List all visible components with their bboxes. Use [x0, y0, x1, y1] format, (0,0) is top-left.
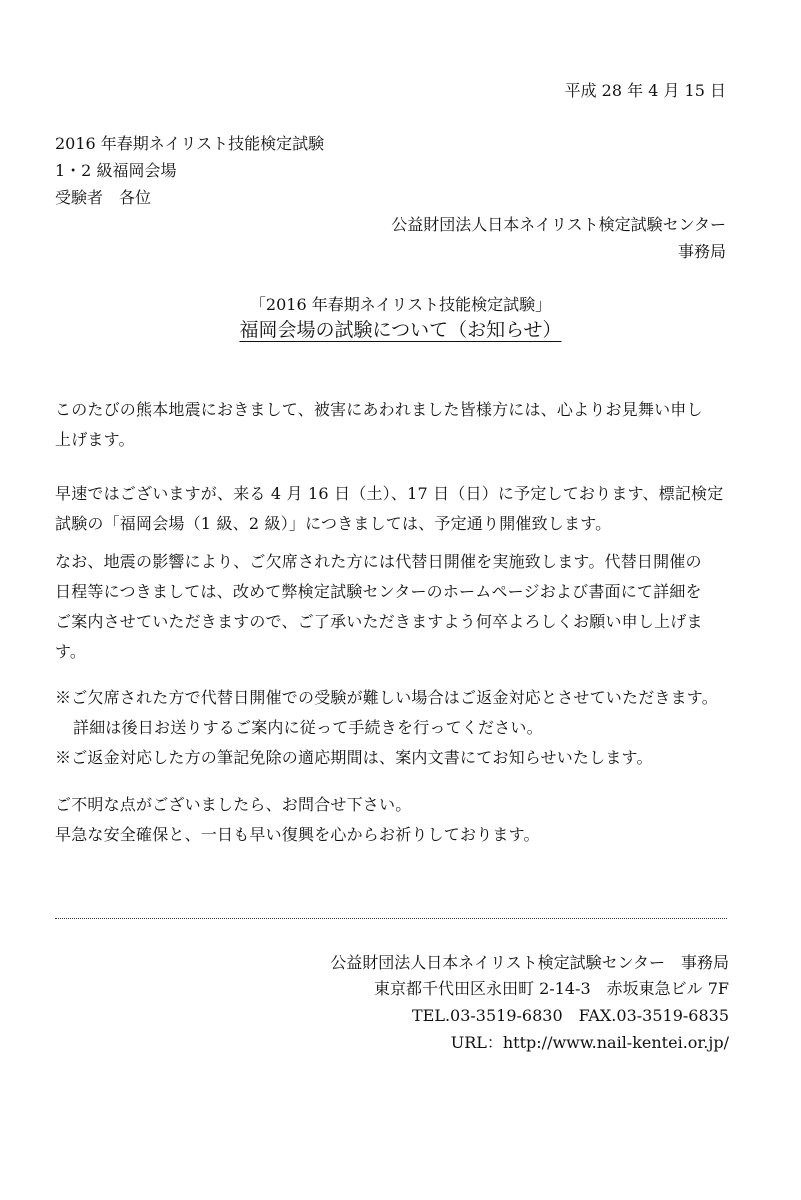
note-line: 詳細は後日お送りするご案内に従って手続きを行ってください。 — [73, 718, 543, 737]
note-line: ※ご返金対応した方の筆記免除の適応期間は、案内文書にてお知らせいたします。 — [55, 748, 653, 767]
text-line: このたびの熊本地震におきまして、被害にあわれました皆様方には、心よりお見舞い申し — [55, 400, 703, 419]
text-line: なお、地震の影響により、ご欠席された方には代替日開催を実施致します。代替日開催の — [55, 552, 702, 571]
footer-address: 東京都千代田区永田町 2-14-3 赤坂東急ビル 7F — [374, 979, 729, 998]
text-line: ご不明な点がございましたら、お問合せ下さい。 — [55, 795, 412, 814]
addressee-recipients: 受験者 各位 — [55, 188, 152, 207]
text-line: す。 — [55, 642, 87, 661]
paragraph-closing — [55, 790, 735, 850]
addressee-exam: 2016 年春期ネイリスト技能検定試験 — [55, 134, 325, 153]
footer-divider — [55, 918, 727, 919]
paragraph-condolence — [55, 395, 735, 455]
text-line: 日程等につきましては、改めて弊検定試験センターのホームページおよび書面にて詳細を — [55, 582, 702, 601]
footer-organization: 公益財団法人日本ネイリスト検定試験センター 事務局 — [330, 953, 729, 972]
title-notice-text: 福岡会場の試験について（お知らせ） — [239, 319, 562, 341]
addressee-venue: 1・2 級福岡会場 — [55, 161, 177, 180]
title-notice — [0, 317, 801, 343]
footer-url[interactable]: URL：http://www.nail-kentei.or.jp/ — [450, 1033, 729, 1052]
text-line: 試験の「福岡会場（1 級、2 級）」につきましては、予定通り開催致します。 — [55, 514, 612, 533]
title-exam: 「2016 年春期ネイリスト技能検定試験」 — [249, 295, 552, 314]
text-line: 早急な安全確保と、一日も早い復興を心からお祈りしております。 — [55, 825, 540, 844]
text-line: ご案内させていただきますので、ご了承いただきますよう何卒よろしくお願い申し上げま — [55, 612, 703, 631]
document-date: 平成 28 年 4 月 15 日 — [564, 81, 726, 100]
sender-department: 事務局 — [677, 242, 726, 261]
paragraph-alternate-date — [55, 547, 735, 667]
text-line: 上げます。 — [55, 430, 135, 449]
sender-organization: 公益財団法人日本ネイリスト検定試験センター — [391, 215, 726, 234]
paragraph-schedule — [55, 479, 735, 539]
note-line: ※ご欠席された方で代替日開催での受験が難しい場合はご返金対応とさせていただきます。 — [55, 688, 718, 707]
text-line: 早速ではございますが、来る 4 月 16 日（土）、17 日（日）に予定しております、標記検定 — [55, 484, 724, 503]
paragraph-notes — [55, 683, 735, 773]
footer-phone: TEL.03-3519-6830 FAX.03-3519-6835 — [411, 1006, 729, 1025]
